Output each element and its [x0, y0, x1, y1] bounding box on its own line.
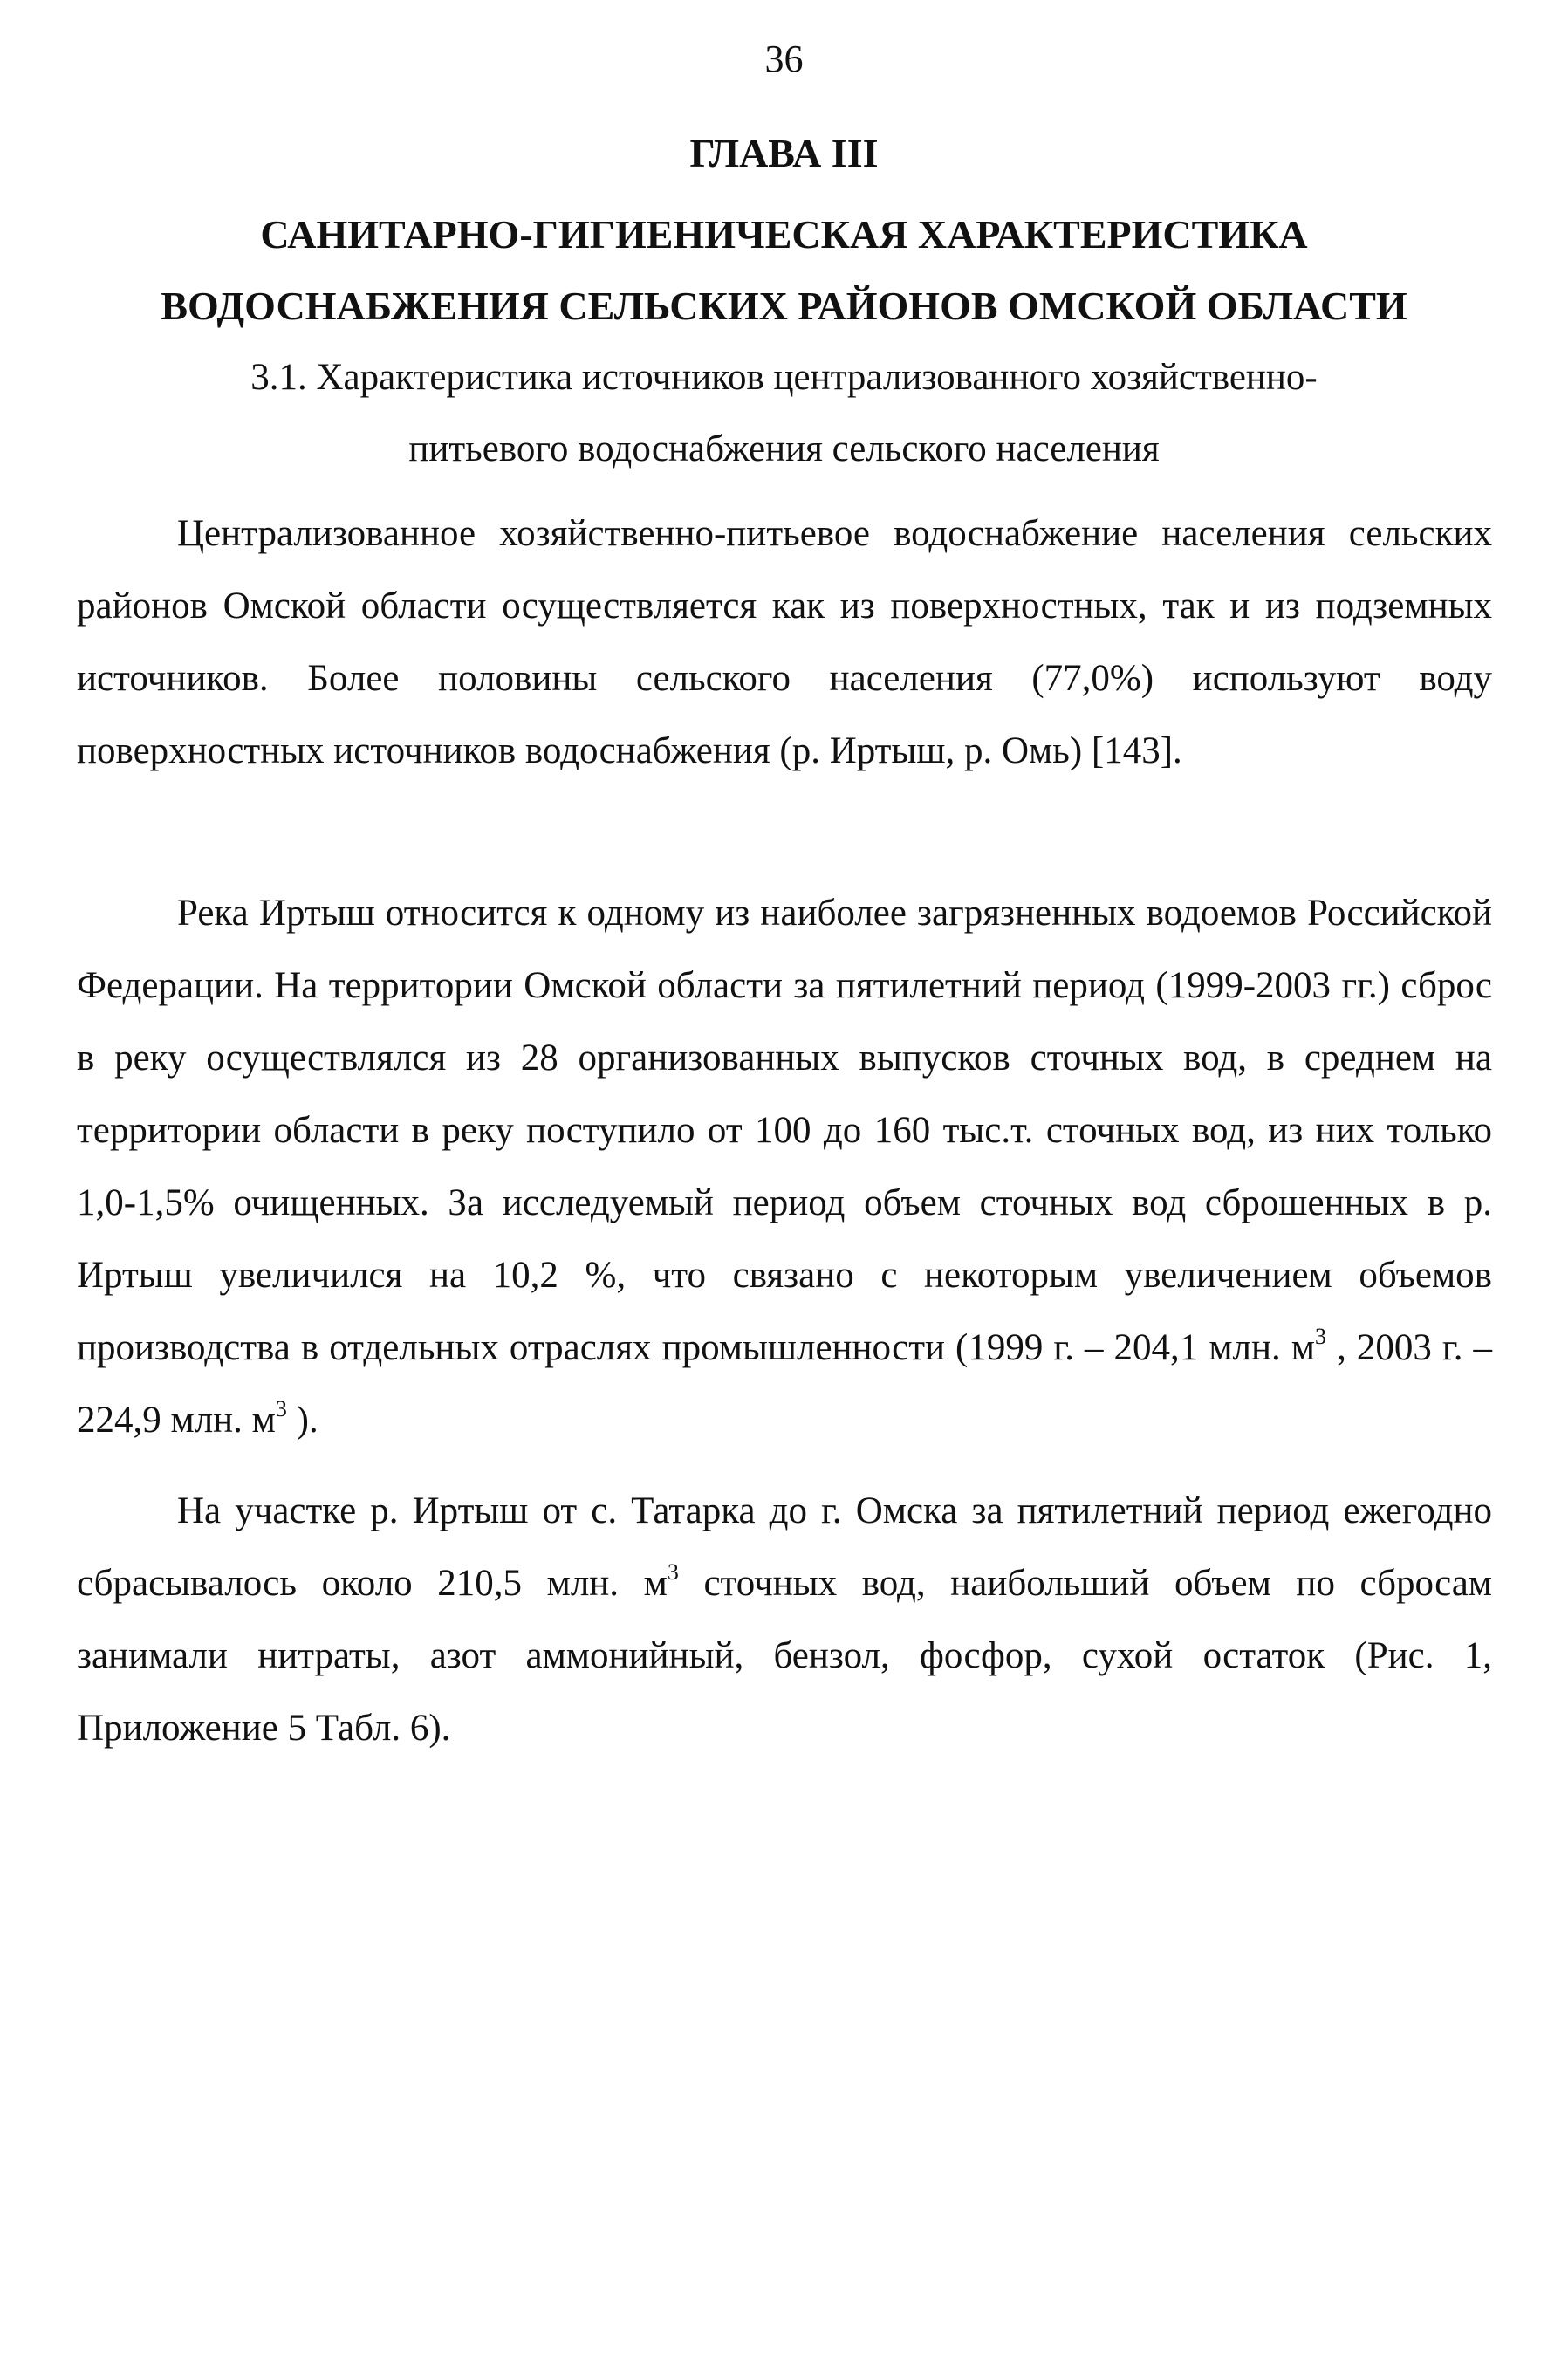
paragraph-1: Централизованное хозяйственно-питьевое водоснабжение населения сельских районов Омской области осуществляется как из поверхностных, так и из подземных источников. Более половины сельского населения (77,0%) используют воду поверхностных источников водоснабжения (р. Иртыш, р. Омь) [143].: [77, 513, 1492, 771]
chapter-heading: ГЛАВА III: [689, 131, 879, 175]
paragraph-2-text-a: Река Иртыш относится к одному из наиболее загрязненных водоемов Российской Федерации. На территории Омской области за пятилетний период (1999-2003 гг.) сброс в реку осуществлялся из 28 организованных выпусков сточных вод, в среднем на территории области в реку поступило от 100 до 160 тыс.т. сточных вод, из них только 1,0-1,5% очищенных. За исследуемый период объем сточных вод сброшенных в р. Иртыш увеличился на 10,2 %, что связано с некоторым увеличением объемов производства в отдельных отраслях промышленности (1999 г. – 204,1 млн. м: [77, 893, 1492, 1368]
section-heading-line-2: питьевого водоснабжения сельского населения: [408, 428, 1160, 469]
paragraph-3-text-a: На участке р. Иртыш от с. Татарка до г. Омска за пятилетний период ежегодно сбрасывалось около 210,5 млн. м: [77, 1490, 1492, 1604]
paragraph-2: [77, 877, 1492, 1456]
superscript-cubic-1: 3: [1315, 1324, 1327, 1349]
paragraph-2-text-c: ).: [286, 1400, 318, 1441]
chapter-title-line-1: САНИТАРНО-ГИГИЕНИЧЕСКАЯ ХАРАКТЕРИСТИКА: [260, 212, 1308, 257]
section-heading: [87, 342, 1481, 485]
chapter-title: [87, 199, 1481, 342]
paragraph-3-text-b: сточных вод, наибольший объем по сбросам занимали нитраты, азот аммонийный, бензол, фосфор, сухой остаток (Рис. 1, Приложение 5 Табл. 6).: [77, 1563, 1493, 1749]
chapter-title-line-2: ВОДОСНАБЖЕНИЯ СЕЛЬСКИХ РАЙОНОВ ОМСКОЙ ОБЛАСТИ: [161, 284, 1407, 328]
superscript-cubic-3: 3: [667, 1559, 679, 1585]
section-heading-line-1: 3.1. Характеристика источников централизованного хозяйственно-: [250, 357, 1318, 398]
page-number: 36: [764, 38, 804, 80]
paragraph-3: [77, 1475, 1492, 1764]
superscript-cubic-2: 3: [275, 1396, 287, 1421]
paragraph-2-text-b: , 2003 г. – 224,9 млн. м: [77, 1327, 1492, 1441]
